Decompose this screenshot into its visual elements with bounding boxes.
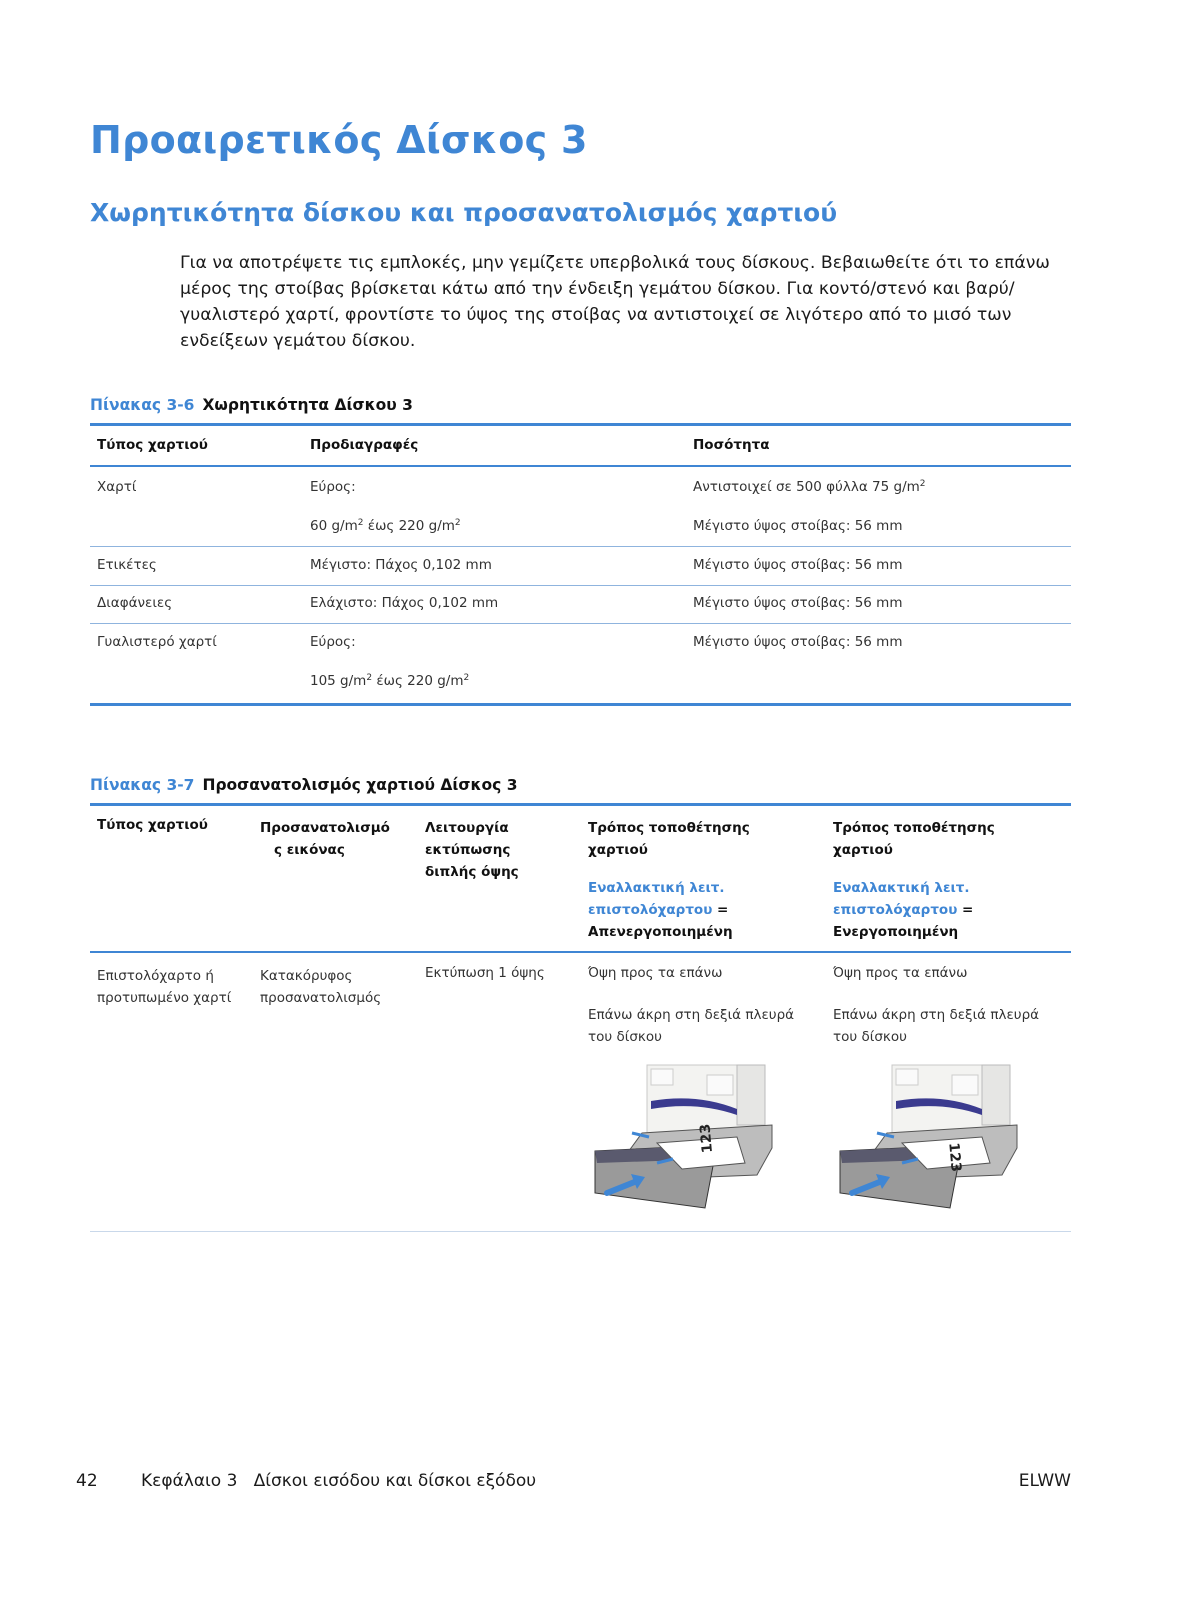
table-cell: Διαφάνειες <box>97 595 173 611</box>
chapter-footer: Κεφάλαιο 3 Δίσκοι εισόδου και δίσκοι εξόδου <box>141 1471 537 1491</box>
table-bottom-rule <box>90 703 1071 706</box>
table-cell: Όψη προς τα επάνω <box>833 965 968 981</box>
table-bottom-rule <box>90 1231 1071 1232</box>
table-cell: Όψη προς τα επάνω <box>588 965 723 981</box>
header-paper-type: Τύπος χαρτιού <box>97 817 208 833</box>
tray-loading-illustration <box>587 1063 787 1218</box>
table-cell: Εύρος: <box>310 634 356 650</box>
document-code: ELWW <box>1018 1471 1071 1491</box>
header-loading-off: Τρόπος τοποθέτησης χαρτιού Εναλλακτική λειτ. επιστολόχαρτου = Απενεργοποιημένη <box>588 820 750 940</box>
table-cell: Ετικέτες <box>97 557 157 573</box>
table-cell: Εκτύπωση 1 όψης <box>425 965 545 981</box>
header-loading-on: Τρόπος τοποθέτησης χαρτιού Εναλλακτική λειτ. επιστολόχαρτου = Ενεργοποιημένη <box>833 820 995 940</box>
row-divider <box>90 585 1071 586</box>
table-top-rule <box>90 803 1071 806</box>
table-cell: Εύρος: <box>310 479 356 495</box>
table-top-rule <box>90 423 1071 426</box>
table-cell: Μέγιστο ύψος στοίβας: 56 mm <box>693 595 903 611</box>
header-paper-type: Τύπος χαρτιού <box>97 437 208 453</box>
section-heading: Χωρητικότητα δίσκου και προσανατολισμός χαρτιού <box>90 198 838 227</box>
tray-loading-illustration <box>832 1063 1032 1218</box>
table-cell: Γυαλιστερό χαρτί <box>97 634 217 650</box>
table-cell: Ελάχιστο: Πάχος 0,102 mm <box>310 595 499 611</box>
header-rule <box>90 465 1071 467</box>
table-cell: Μέγιστο ύψος στοίβας: 56 mm <box>693 557 903 573</box>
table-cell: 105 $g/m^2$ έως 220 $g/m^2$ <box>310 673 470 689</box>
header-specifications: Προδιαγραφές <box>310 437 419 453</box>
table2-caption-text: Προσανατολισμός χαρτιού Δίσκος 3 <box>202 776 518 794</box>
page-number: 42 <box>76 1471 98 1491</box>
table1-caption-text: Χωρητικότητα Δίσκου 3 <box>202 396 413 414</box>
row-divider <box>90 623 1071 624</box>
table-cell: Μέγιστο ύψος στοίβας: 56 mm <box>693 634 903 650</box>
table1-caption <box>90 396 413 414</box>
capacity-table <box>90 423 1071 709</box>
header-quantity: Ποσότητα <box>693 437 770 453</box>
orientation-table <box>90 803 1071 1235</box>
table-cell: Επάνω άκρη στη δεξιά πλευρά του δίσκου <box>588 1007 795 1045</box>
table2-caption <box>90 776 518 794</box>
table-cell: Κατακόρυφος προσανατολισμός <box>260 968 382 1006</box>
table-cell: Αντιστοιχεί σε 500 φύλλα 75 $g/m^2$ <box>693 479 926 495</box>
table-cell: Χαρτί <box>97 479 137 495</box>
table2-caption-number: Πίνακας 3-7 <box>90 776 195 794</box>
svg-text:123: 123 <box>945 1141 964 1173</box>
header-image-orientation: Προσανατολισμό ς εικόνας <box>260 820 390 858</box>
header-rule <box>90 951 1071 953</box>
table1-caption-number: Πίνακας 3-6 <box>90 396 195 414</box>
table-cell: Μέγιστο ύψος στοίβας: 56 mm <box>693 518 903 534</box>
table-cell: 60 $g/m^2$ έως 220 $g/m^2$ <box>310 518 461 534</box>
table-cell: Επιστολόχαρτο ή προτυπωμένο χαρτί <box>97 968 232 1006</box>
row-divider <box>90 546 1071 547</box>
svg-text:123: 123 <box>697 1123 716 1154</box>
table-cell: Μέγιστο: Πάχος 0,102 mm <box>310 557 492 573</box>
table-cell: Επάνω άκρη στη δεξιά πλευρά του δίσκου <box>833 1007 1040 1045</box>
page-title: Προαιρετικός Δίσκος 3 <box>90 118 588 162</box>
header-duplex: Λειτουργία εκτύπωσης διπλής όψης <box>425 820 519 880</box>
intro-paragraph: Για να αποτρέψετε τις εμπλοκές, μην γεμίζετε υπερβολικά τους δίσκους. Βεβαιωθείτε ότι το επάνω μέρος της στοίβας βρίσκεται κάτω από την ένδειξη γεμάτου δίσκου. Για κοντό/στενό και βαρύ/γυαλιστερό χαρτί, φροντίστε το ύψος της στοίβας να αντιστοιχεί σε λιγότερο από το μισό των ενδείξεων γεμάτου δίσκου. <box>180 253 1050 351</box>
